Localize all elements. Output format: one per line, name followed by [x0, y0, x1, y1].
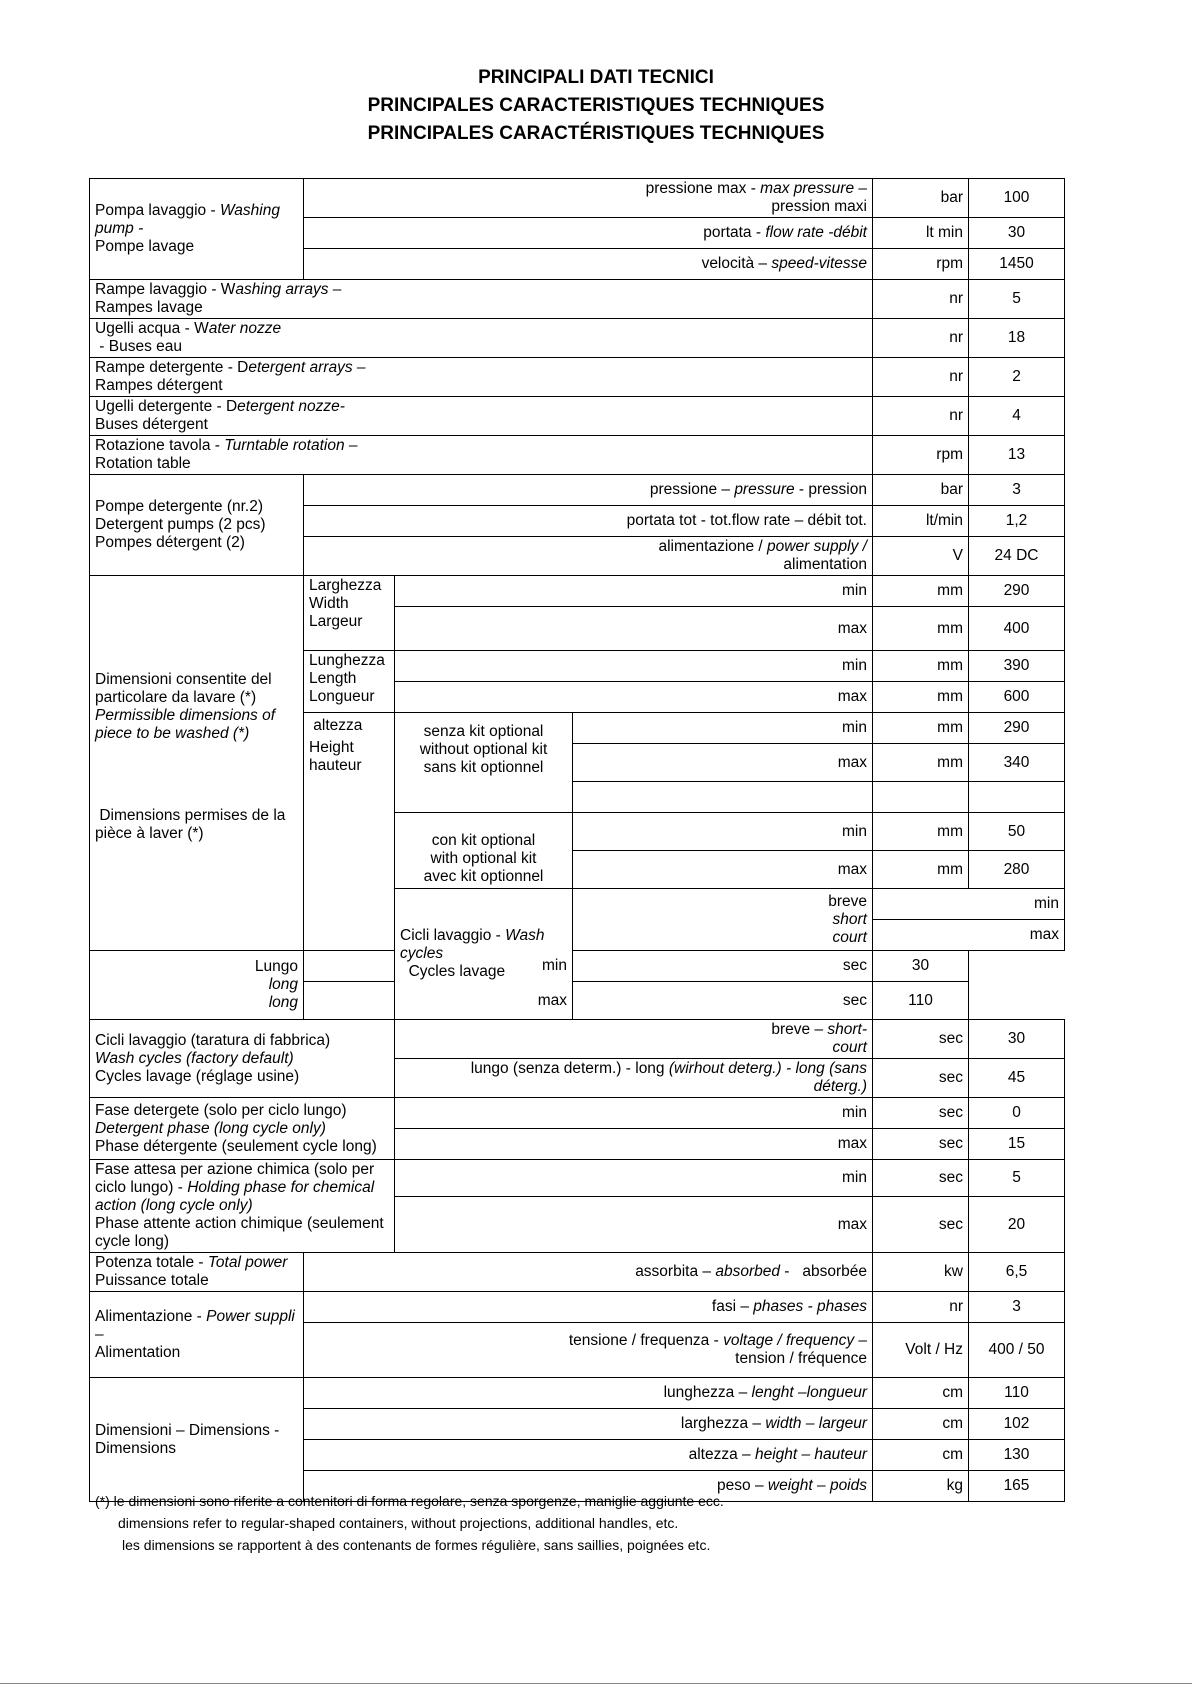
factory-cycles-label: Cicli lavaggio (taratura di fabbrica) Wash cycles (factory default) Cycles lavage (réglage usine): [90, 1020, 395, 1098]
unit-cell: sec: [573, 951, 873, 982]
value-cell: 600: [969, 682, 1065, 713]
unit-cell: cm: [873, 1440, 969, 1471]
max-label: max: [873, 920, 1065, 951]
table-row: [90, 1098, 1065, 1129]
value-cell: 1450: [969, 249, 1065, 280]
table-row: [90, 1160, 1065, 1197]
value-cell: 400 / 50: [969, 1323, 1065, 1378]
unit-cell: V: [873, 537, 969, 576]
kit-label: con kit optional with optional kit avec kit optionnel: [395, 813, 573, 889]
value-cell: 390: [969, 651, 1065, 682]
value-cell: 290: [969, 713, 1065, 744]
detergent-pressure-label: pressione – pressure - pression: [304, 475, 873, 506]
value-cell: 15: [969, 1129, 1065, 1160]
piece-dimensions-label: Dimensioni consentite del particolare da lavare (*) Permissible dimensions of piece to be washed (*) Dimensions permises de la pièce à laver (*): [90, 576, 304, 951]
detergent-arrays-label: Rampe detergente - Detergent arrays – Rampes détergent: [90, 358, 873, 397]
table-row: [90, 576, 1065, 607]
table-row: [90, 951, 1065, 982]
height-label: altezza Height hauteur: [304, 713, 395, 951]
value-cell: 400: [969, 607, 1065, 651]
unit-cell: mm: [873, 744, 969, 782]
width-label: Larghezza Width Largeur: [304, 576, 395, 651]
value-cell: 100: [969, 179, 1065, 218]
unit-cell: mm: [873, 651, 969, 682]
value-cell: 102: [969, 1409, 1065, 1440]
short-cycle-label: breve short court: [573, 889, 873, 951]
unit-cell: kw: [873, 1253, 969, 1292]
value-cell: 3: [969, 1292, 1065, 1323]
table-row: [90, 475, 1065, 506]
factory-short-label: breve – short- court: [395, 1020, 873, 1059]
title-italian: PRINCIPALI DATI TECNICI: [478, 67, 714, 88]
value-cell: 0: [969, 1098, 1065, 1129]
phases-label: fasi – phases - phases: [304, 1292, 873, 1323]
unit-cell: mm: [873, 576, 969, 607]
value-cell: 30: [969, 1020, 1065, 1059]
unit-cell: rpm: [873, 436, 969, 475]
empty-cell: [969, 782, 1065, 813]
value-cell: 30: [873, 951, 969, 982]
value-cell: 130: [969, 1440, 1065, 1471]
table-row: [90, 179, 1065, 218]
unit-cell: sec: [873, 1160, 969, 1197]
value-cell: 290: [969, 576, 1065, 607]
footnote-english: dimensions refer to regular-shaped containers, without projections, additional handles, etc.: [118, 1515, 679, 1531]
min-label: min: [573, 713, 873, 744]
unit-cell: cm: [873, 1409, 969, 1440]
unit-cell: nr: [873, 397, 969, 436]
value-cell: 280: [969, 851, 1065, 889]
unit-cell: bar: [873, 179, 969, 218]
value-cell: 45: [969, 1059, 1065, 1098]
pump-flow-label: portata - flow rate -débit: [304, 218, 873, 249]
wash-cycles-label: Cicli lavaggio - Wash cycles Cycles lavage: [395, 889, 573, 1020]
water-nozzles-label: Ugelli acqua - Water nozze - Buses eau: [90, 319, 873, 358]
unit-cell: sec: [873, 1129, 969, 1160]
detergent-flow-label: portata tot - tot.flow rate – débit tot.: [304, 506, 873, 537]
footnote-italian: (*) le dimensioni sono riferite a contenitori di forma regolare, senza sporgenze, maniglie aggiunte ecc.: [95, 1493, 724, 1509]
unit-cell: rpm: [873, 249, 969, 280]
unit-cell: sec: [873, 1098, 969, 1129]
detergent-pumps-label: Pompe detergente (nr.2) Detergent pumps (2 pcs) Pompes détergent (2): [90, 475, 304, 576]
max-label: max: [395, 682, 873, 713]
title-french: PRINCIPALES CARACTERISTIQUES TECHNIQUES: [367, 95, 825, 116]
document-titles: [0, 64, 1192, 148]
value-cell: 4: [969, 397, 1065, 436]
unit-cell: mm: [873, 813, 969, 851]
length-row-label: lunghezza – lenght –longueur: [304, 1378, 873, 1409]
table-row: [90, 1253, 1065, 1292]
unit-cell: cm: [873, 1378, 969, 1409]
max-label: max: [573, 851, 873, 889]
pump-speed-label: velocità – speed-vitesse: [304, 249, 873, 280]
min-label: min: [395, 651, 873, 682]
value-cell: 5: [969, 1160, 1065, 1197]
unit-cell: mm: [873, 682, 969, 713]
absorbed-power-label: assorbita – absorbed - absorbée: [304, 1253, 873, 1292]
empty-cell: [573, 782, 873, 813]
pump-pressure-label: pressione max - max pressure – pression maxi: [304, 179, 873, 218]
max-label: max: [395, 607, 873, 651]
power-supply-label: Alimentazione - Power suppli – Alimentation: [90, 1292, 304, 1378]
min-label: min: [395, 1160, 873, 1197]
value-cell: 5: [969, 280, 1065, 319]
unit-cell: nr: [873, 358, 969, 397]
factory-long-label: lungo (senza determ.) - long (wirhout deterg.) - long (sans déterg.): [395, 1059, 873, 1098]
min-label: min: [395, 1098, 873, 1129]
unit-cell: nr: [873, 280, 969, 319]
value-cell: 110: [873, 982, 969, 1020]
table-row: [90, 397, 1065, 436]
max-label: max: [573, 744, 873, 782]
min-label: min: [395, 576, 873, 607]
total-power-label: Potenza totale - Total power Puissance totale: [90, 1253, 304, 1292]
min-label: min: [873, 889, 1065, 920]
max-label: max: [395, 1129, 873, 1160]
value-cell: 110: [969, 1378, 1065, 1409]
width-row-label: larghezza – width – largeur: [304, 1409, 873, 1440]
voltage-frequency-label: tensione / frequenza - voltage / frequency – tension / fréquence: [304, 1323, 873, 1378]
detergent-supply-label: alimentazione / power supply / alimentation: [304, 537, 873, 576]
unit-cell: sec: [573, 982, 873, 1020]
max-label: max: [395, 1197, 873, 1253]
unit-cell: lt min: [873, 218, 969, 249]
turntable-rotation-label: Rotazione tavola - Turntable rotation – Rotation table: [90, 436, 873, 475]
value-cell: 18: [969, 319, 1065, 358]
value-cell: 50: [969, 813, 1065, 851]
footnotes: [95, 1490, 724, 1556]
no-kit-label: senza kit optional without optional kit sans kit optionnel: [395, 713, 573, 813]
length-label: Lunghezza Length Longueur: [304, 651, 395, 713]
holding-phase-label: Fase attesa per azione chimica (solo per ciclo lungo) - Holding phase for chemical action (long cycle only) Phase attente action chimique (seulement cycle long): [90, 1160, 395, 1253]
page-bottom-rule: [0, 1683, 1192, 1684]
height-row-label: altezza – height – hauteur: [304, 1440, 873, 1471]
technical-data-table: [89, 178, 1065, 1502]
empty-cell: [873, 782, 969, 813]
min-label: min: [304, 951, 573, 982]
unit-cell: sec: [873, 1059, 969, 1098]
value-cell: 3: [969, 475, 1065, 506]
unit-cell: sec: [873, 1197, 969, 1253]
table-row: [90, 1292, 1065, 1323]
table-row: [90, 436, 1065, 475]
value-cell: 165: [969, 1471, 1065, 1502]
value-cell: 24 DC: [969, 537, 1065, 576]
table-row: [90, 1378, 1065, 1409]
long-cycle-label: Lungo long long: [90, 951, 304, 1020]
value-cell: 340: [969, 744, 1065, 782]
value-cell: 1,2: [969, 506, 1065, 537]
unit-cell: mm: [873, 713, 969, 744]
washing-arrays-label: Rampe lavaggio - Washing arrays – Rampes lavage: [90, 280, 873, 319]
unit-cell: mm: [873, 607, 969, 651]
weight-row-label: peso – weight – poids: [304, 1471, 873, 1502]
value-cell: 20: [969, 1197, 1065, 1253]
unit-cell: lt/min: [873, 506, 969, 537]
value-cell: 6,5: [969, 1253, 1065, 1292]
unit-cell: Volt / Hz: [873, 1323, 969, 1378]
value-cell: 13: [969, 436, 1065, 475]
min-label: min: [573, 813, 873, 851]
footnote-french: les dimensions se rapportent à des contenants de formes régulière, sans saillies, poignées etc.: [122, 1537, 711, 1553]
detergent-nozzles-label: Ugelli detergente - Detergent nozze- Buses détergent: [90, 397, 873, 436]
machine-dimensions-label: Dimensioni – Dimensions - Dimensions: [90, 1378, 304, 1502]
table-row: [90, 319, 1065, 358]
detergent-phase-label: Fase detergete (solo per ciclo lungo) Detergent phase (long cycle only) Phase détergente (seulement cycle long): [90, 1098, 395, 1160]
table-row: [90, 358, 1065, 397]
value-cell: 30: [969, 218, 1065, 249]
unit-cell: sec: [873, 1020, 969, 1059]
table-row: [90, 280, 1065, 319]
unit-cell: kg: [873, 1471, 969, 1502]
unit-cell: bar: [873, 475, 969, 506]
unit-cell: nr: [873, 1292, 969, 1323]
pump-label: Pompa lavaggio - Washing pump - Pompe lavage: [90, 179, 304, 280]
unit-cell: mm: [873, 851, 969, 889]
value-cell: 2: [969, 358, 1065, 397]
table-row: [90, 1020, 1065, 1059]
title-french-accented: PRINCIPALES CARACTÉRISTIQUES TECHNIQUES: [367, 123, 825, 144]
unit-cell: nr: [873, 319, 969, 358]
max-label: max: [304, 982, 573, 1020]
